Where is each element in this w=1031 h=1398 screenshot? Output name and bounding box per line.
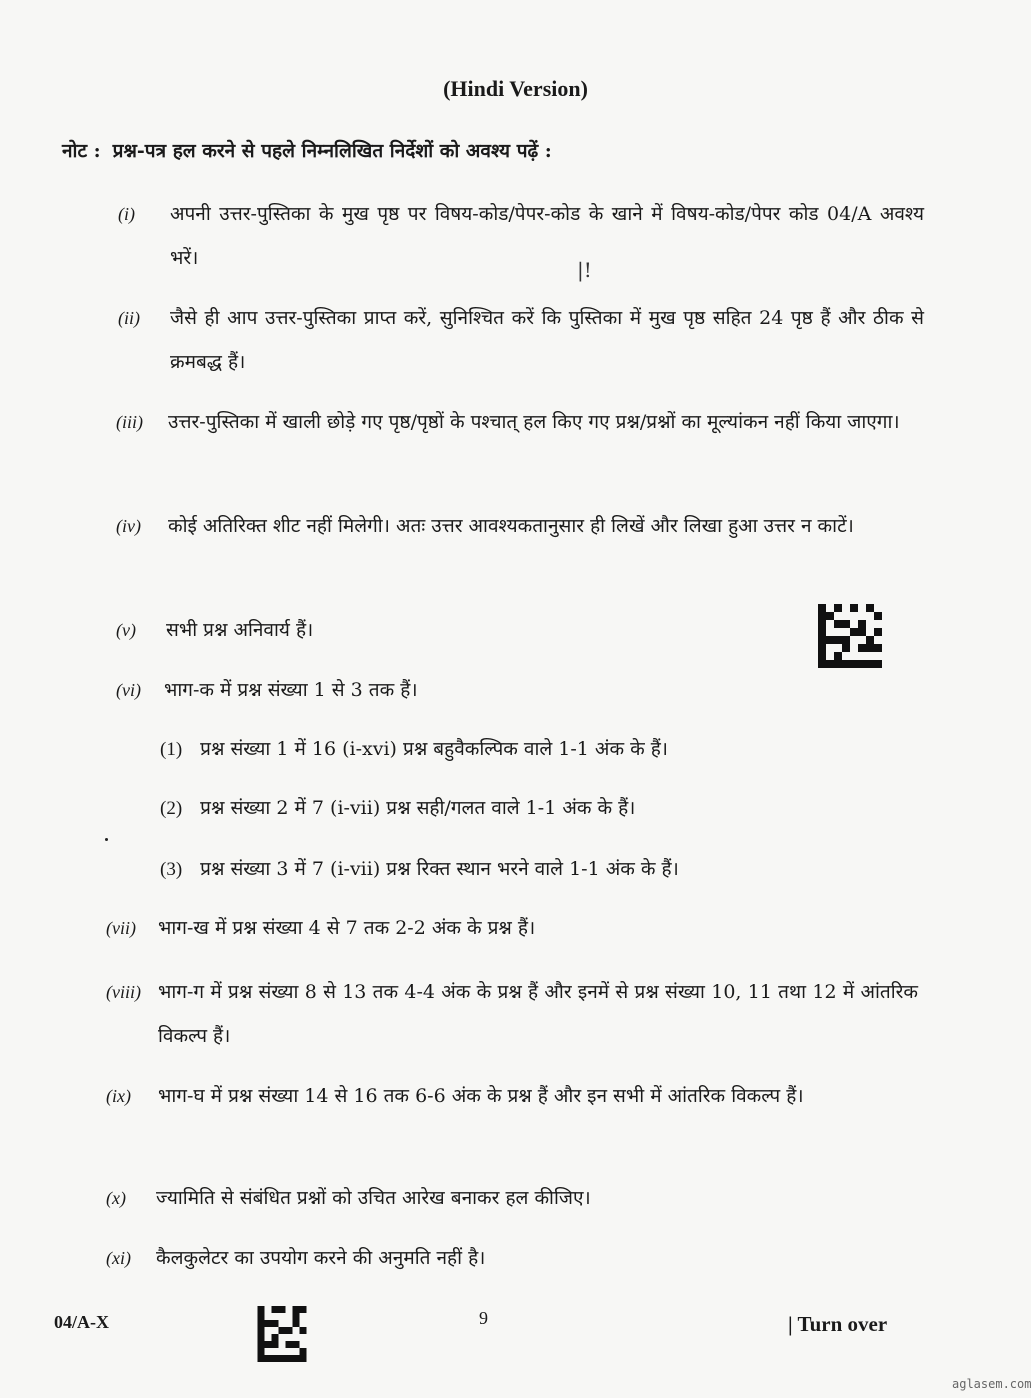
sub-instruction-number: (2) <box>160 798 183 819</box>
instruction-item <box>116 668 756 712</box>
instruction-number: (ii) <box>118 308 140 328</box>
instruction-text: अपनी उत्तर-पुस्तिका के मुख पृष्ठ पर विषय-कोड/पेपर-कोड के खाने में विषय-कोड/पेपर कोड 04/A अवश्य भरें। <box>170 203 924 269</box>
note-text: प्रश्न-पत्र हल करने से पहले निम्नलिखित निर्देशों को अवश्य पढ़ें : <box>112 140 552 162</box>
instruction-item <box>116 504 924 592</box>
instruction-item <box>118 296 924 384</box>
instruction-item <box>106 1236 806 1280</box>
instruction-number: (xi) <box>106 1248 131 1268</box>
instruction-text: भाग-ख में प्रश्न संख्या 4 से 7 तक 2-2 अंक के प्रश्न हैं। <box>158 917 536 939</box>
sub-instruction-number: (1) <box>160 739 183 760</box>
instruction-number: (i) <box>118 204 135 224</box>
instruction-item <box>106 1074 918 1162</box>
stray-dot <box>105 838 108 841</box>
sub-instruction-text: प्रश्न संख्या 2 में 7 (i-vii) प्रश्न सही/गलत वाले 1-1 अंक के हैं। <box>200 797 636 819</box>
sub-instruction-text: प्रश्न संख्या 1 में 16 (i-xvi) प्रश्न बहुवैकल्पिक वाले 1-1 अंक के हैं। <box>200 738 668 760</box>
instruction-text: जैसे ही आप उत्तर-पुस्तिका प्राप्त करें, सुनिश्चित करें कि पुस्तिका में मुख पृष्ठ सहित 24 पृष्ठ हैं और ठीक से क्रमबद्ध हैं। <box>170 307 924 373</box>
instruction-number: (v) <box>116 620 136 640</box>
instruction-text: भाग-घ में प्रश्न संख्या 14 से 16 तक 6-6 अंक के प्रश्न हैं और इन सभी में आंतरिक विकल्प हैं। <box>158 1085 804 1107</box>
instruction-text: कोई अतिरिक्त शीट नहीं मिलेगी। अतः उत्तर आवश्यकतानुसार ही लिखें और लिखा हुआ उत्तर न काटें। <box>168 515 854 537</box>
qr-code-icon <box>818 604 882 668</box>
page-number: 9 <box>479 1308 488 1328</box>
sub-instruction-item <box>160 793 635 824</box>
instruction-number: (viii) <box>106 982 141 1002</box>
instruction-text: कैलकुलेटर का उपयोग करने की अनुमति नहीं है। <box>156 1247 486 1269</box>
sub-instruction-item <box>160 854 679 885</box>
instruction-number: (vii) <box>106 918 136 938</box>
instruction-text: भाग-क में प्रश्न संख्या 1 से 3 तक हैं। <box>164 679 418 701</box>
sub-instruction-text: प्रश्न संख्या 3 में 7 (i-vii) प्रश्न रिक्त स्थान भरने वाले 1-1 अंक के हैं। <box>200 858 679 880</box>
note-line <box>62 137 552 163</box>
instruction-text: उत्तर-पुस्तिका में खाली छोड़े गए पृष्ठ/पृष्ठों के पश्चात् हल किए गए प्रश्न/प्रश्नों का मूल्यांकन नहीं किया जाएगा। <box>168 411 900 433</box>
stray-mark: |! <box>577 258 592 282</box>
instruction-item <box>116 400 924 488</box>
paper-code: 04/A-X <box>54 1312 109 1332</box>
instruction-item <box>106 1176 806 1220</box>
instruction-item <box>116 608 756 652</box>
instruction-text: भाग-ग में प्रश्न संख्या 8 से 13 तक 4-4 अंक के प्रश्न हैं और इनमें से प्रश्न संख्या 10, 11 तथा 12 में आंतरिक विकल्प हैं। <box>158 981 918 1047</box>
instruction-number: (x) <box>106 1188 126 1208</box>
instruction-number: (ix) <box>106 1086 131 1106</box>
barcode-icon <box>257 1306 307 1362</box>
turn-over-label: | Turn over <box>788 1312 888 1336</box>
page-title: (Hindi Version) <box>443 76 588 101</box>
watermark: aglasem.com <box>952 1377 1031 1391</box>
instruction-text: सभी प्रश्न अनिवार्य हैं। <box>166 619 314 641</box>
instruction-item <box>106 970 918 1058</box>
sub-instruction-item <box>160 734 668 765</box>
instruction-number: (vi) <box>116 680 141 700</box>
sub-instruction-number: (3) <box>160 859 183 880</box>
instruction-number: (iv) <box>116 516 141 536</box>
instruction-item <box>118 192 924 280</box>
instruction-number: (iii) <box>116 412 143 432</box>
note-label: नोट : <box>62 140 101 162</box>
instruction-text: ज्यामिति से संबंधित प्रश्नों को उचित आरेख बनाकर हल कीजिए। <box>156 1187 591 1209</box>
instruction-item <box>106 906 806 950</box>
